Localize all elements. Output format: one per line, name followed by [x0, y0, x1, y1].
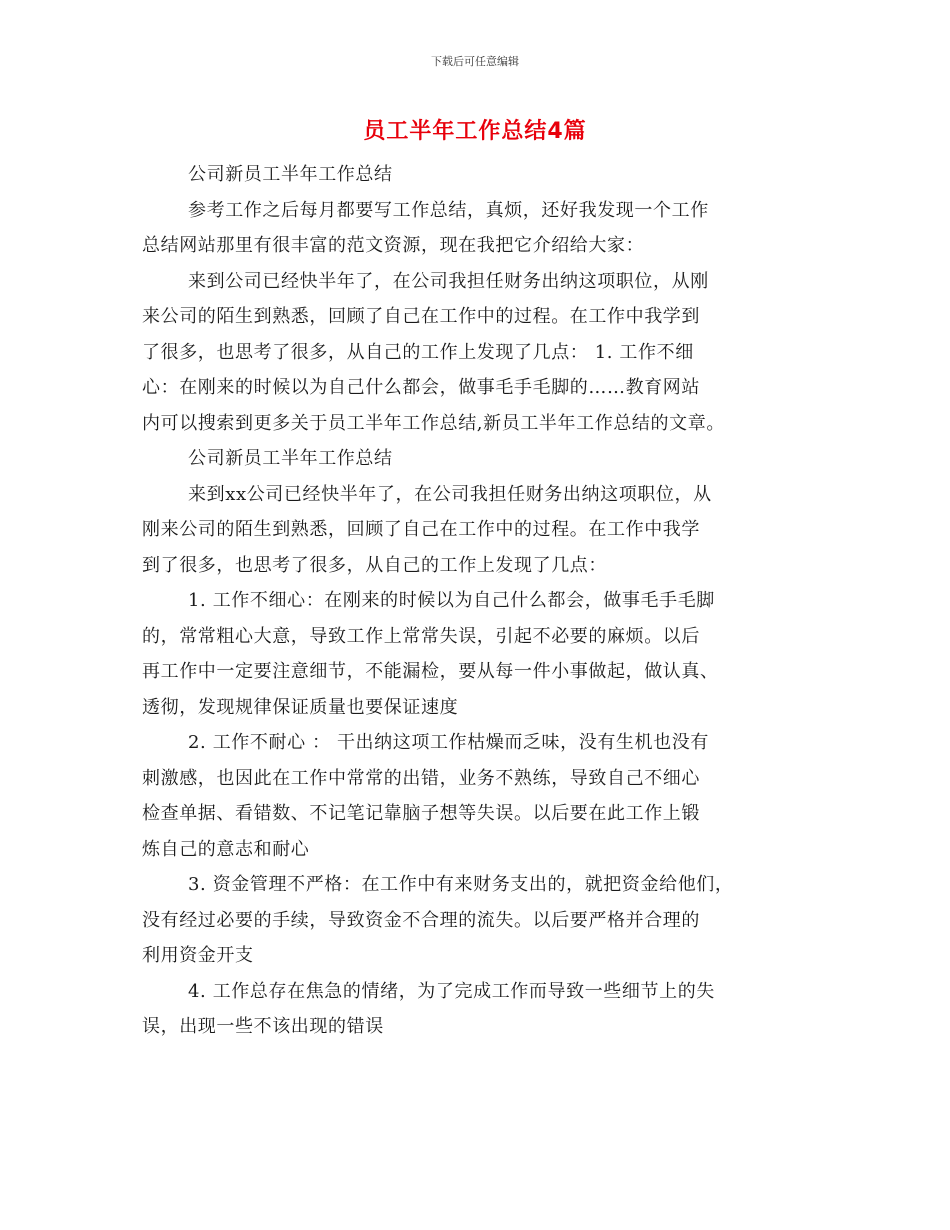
document-body — [142, 157, 814, 1045]
text-line: 来公司的陌生到熟悉，回顾了自己在工作中的过程。在工作中我学到 — [142, 306, 700, 327]
text-line: 没有经过必要的手续，导致资金不合理的流失。以后要严格并合理的 — [142, 909, 700, 931]
text-line: 炼自己的意志和耐心 — [142, 838, 310, 860]
header-note: 下载后可任意编辑 — [431, 55, 519, 68]
text-line: 利用资金开支 — [142, 945, 254, 966]
text-line: 公司新员工半年工作总结 — [188, 448, 393, 469]
text-line: 透彻，发现规律保证质量也要保证速度 — [142, 696, 459, 718]
text-line: 了很多，也思考了很多，从自己的工作上发现了几点： 1. 工作不细 — [142, 341, 694, 363]
text-line: 到了很多，也思考了很多，从自己的工作上发现了几点： — [142, 554, 607, 576]
text-line: 4. 工作总存在焦急的情绪，为了完成工作而导致一些细节上的失 — [188, 980, 715, 1002]
text-line: 来到xx公司已经快半年了，在公司我担任财务出纳这项职位，从 — [188, 483, 712, 505]
text-line: 误，出现一些不该出现的错误 — [142, 1016, 384, 1037]
text-line: 参考工作之后每月都要写工作总结，真烦，还好我发现一个工作 — [188, 199, 709, 221]
text-line: 3. 资金管理不严格：在工作中有来财务支出的，就把资金给他们， — [188, 874, 734, 895]
text-line: 的，常常粗心大意，导致工作上常常失误，引起不必要的麻烦。以后 — [142, 625, 700, 647]
text-line: 公司新员工半年工作总结 — [188, 164, 393, 185]
text-line: 再工作中一定要注意细节，不能漏检，要从每一件小事做起，做认真、 — [142, 661, 719, 682]
text-line: 内可以搜索到更多关于员工半年工作总结,新员工半年工作总结的文章。 — [142, 412, 725, 434]
text-line: 来到公司已经快半年了，在公司我担任财务出纳这项职位，从刚 — [188, 270, 709, 292]
text-line: 刚来公司的陌生到熟悉，回顾了自己在工作中的过程。在工作中我学 — [142, 519, 700, 540]
text-line: 2. 工作不耐心 ： 干出纳这项工作枯燥而乏味，没有生机也没有 — [188, 732, 709, 753]
text-line: 刺激感，也因此在工作中常常的出错，业务不熟练，导致自己不细心 — [142, 767, 700, 789]
text-line: 总结网站那里有很丰富的范文资源，现在我把它介绍给大家： — [142, 235, 645, 256]
text-line: 1. 工作不细心：在刚来的时候以为自己什么都会，做事毛手毛脚 — [188, 590, 715, 611]
text-line: 检查单据、看错数、不记笔记靠脑子想等失误。以后要在此工作上锻 — [142, 803, 700, 824]
document-title: 员工半年工作总结4篇 — [363, 119, 587, 144]
text-line: 心：在刚来的时候以为自己什么都会，做事毛手毛脚的……教育网站 — [142, 377, 700, 398]
